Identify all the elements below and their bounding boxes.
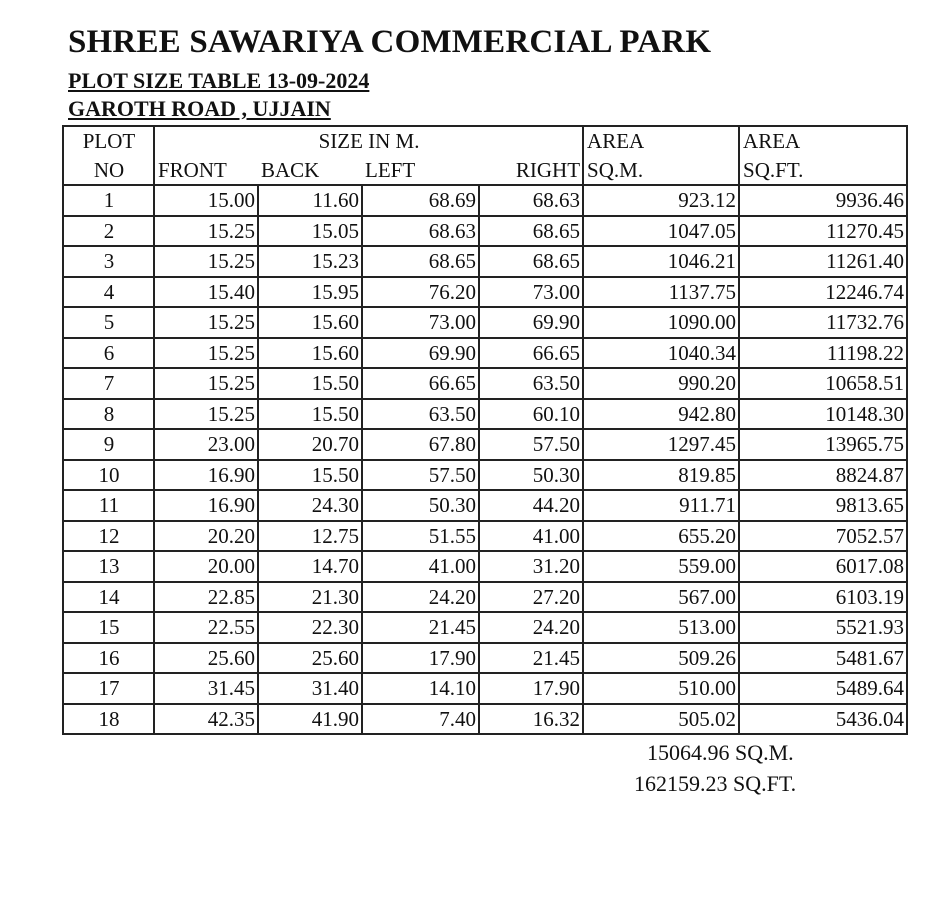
cell-right: 63.50 xyxy=(479,368,583,399)
cell-back: 21.30 xyxy=(258,582,362,613)
cell-back: 15.50 xyxy=(258,399,362,430)
cell-sqft: 9936.46 xyxy=(739,185,907,216)
cell-back: 15.95 xyxy=(258,277,362,308)
cell-sqm: 509.26 xyxy=(583,643,739,674)
cell-back: 14.70 xyxy=(258,551,362,582)
cell-right: 68.65 xyxy=(479,246,583,277)
cell-no: 15 xyxy=(63,612,154,643)
cell-sqm: 1090.00 xyxy=(583,307,739,338)
cell-left: 7.40 xyxy=(362,704,479,735)
cell-back: 20.70 xyxy=(258,429,362,460)
cell-right: 21.45 xyxy=(479,643,583,674)
cell-sqft: 11198.22 xyxy=(739,338,907,369)
cell-right: 44.20 xyxy=(479,490,583,521)
cell-left: 63.50 xyxy=(362,399,479,430)
cell-sqm: 1046.21 xyxy=(583,246,739,277)
cell-front: 25.60 xyxy=(154,643,258,674)
table-row xyxy=(63,612,907,643)
cell-right: 73.00 xyxy=(479,277,583,308)
cell-sqft: 10148.30 xyxy=(739,399,907,430)
cell-left: 67.80 xyxy=(362,429,479,460)
cell-sqft: 11732.76 xyxy=(739,307,907,338)
header-sqm: SQ.M. xyxy=(583,156,739,186)
cell-sqm: 1047.05 xyxy=(583,216,739,247)
cell-left: 24.20 xyxy=(362,582,479,613)
cell-sqm: 513.00 xyxy=(583,612,739,643)
cell-sqft: 6017.08 xyxy=(739,551,907,582)
plot-size-table xyxy=(62,125,908,735)
cell-front: 15.25 xyxy=(154,307,258,338)
header-area-sqm: AREA xyxy=(583,126,739,156)
cell-sqm: 1137.75 xyxy=(583,277,739,308)
cell-no: 7 xyxy=(63,368,154,399)
location-subtitle: GAROTH ROAD , UJJAIN xyxy=(68,96,331,121)
cell-front: 22.85 xyxy=(154,582,258,613)
cell-front: 31.45 xyxy=(154,673,258,704)
cell-sqm: 923.12 xyxy=(583,185,739,216)
table-row xyxy=(63,185,907,216)
cell-sqm: 655.20 xyxy=(583,521,739,552)
cell-left: 69.90 xyxy=(362,338,479,369)
cell-no: 16 xyxy=(63,643,154,674)
cell-no: 3 xyxy=(63,246,154,277)
cell-front: 42.35 xyxy=(154,704,258,735)
table-row xyxy=(63,551,907,582)
cell-sqft: 6103.19 xyxy=(739,582,907,613)
cell-front: 15.25 xyxy=(154,246,258,277)
table-row xyxy=(63,216,907,247)
cell-sqm: 911.71 xyxy=(583,490,739,521)
cell-no: 18 xyxy=(63,704,154,735)
header-row-1 xyxy=(63,126,907,156)
cell-back: 15.60 xyxy=(258,307,362,338)
cell-no: 2 xyxy=(63,216,154,247)
cell-sqft: 5521.93 xyxy=(739,612,907,643)
header-no: NO xyxy=(63,156,154,186)
cell-right: 17.90 xyxy=(479,673,583,704)
table-row xyxy=(63,429,907,460)
cell-front: 15.40 xyxy=(154,277,258,308)
cell-front: 20.00 xyxy=(154,551,258,582)
cell-sqm: 819.85 xyxy=(583,460,739,491)
cell-right: 60.10 xyxy=(479,399,583,430)
cell-right: 57.50 xyxy=(479,429,583,460)
table-body xyxy=(63,185,907,734)
cell-back: 22.30 xyxy=(258,612,362,643)
header-left: LEFT xyxy=(362,156,479,186)
cell-left: 57.50 xyxy=(362,460,479,491)
cell-right: 69.90 xyxy=(479,307,583,338)
cell-front: 15.25 xyxy=(154,399,258,430)
cell-sqft: 8824.87 xyxy=(739,460,907,491)
cell-right: 41.00 xyxy=(479,521,583,552)
cell-front: 23.00 xyxy=(154,429,258,460)
cell-left: 21.45 xyxy=(362,612,479,643)
cell-back: 12.75 xyxy=(258,521,362,552)
cell-no: 11 xyxy=(63,490,154,521)
table-row xyxy=(63,490,907,521)
cell-sqft: 12246.74 xyxy=(739,277,907,308)
cell-left: 50.30 xyxy=(362,490,479,521)
cell-no: 9 xyxy=(63,429,154,460)
table-subtitle: PLOT SIZE TABLE 13-09-2024 xyxy=(68,68,370,93)
cell-no: 5 xyxy=(63,307,154,338)
cell-no: 1 xyxy=(63,185,154,216)
cell-left: 73.00 xyxy=(362,307,479,338)
cell-left: 68.63 xyxy=(362,216,479,247)
table-row xyxy=(63,368,907,399)
cell-back: 15.60 xyxy=(258,338,362,369)
cell-front: 22.55 xyxy=(154,612,258,643)
cell-back: 15.50 xyxy=(258,460,362,491)
cell-right: 31.20 xyxy=(479,551,583,582)
cell-sqm: 942.80 xyxy=(583,399,739,430)
cell-back: 31.40 xyxy=(258,673,362,704)
cell-sqft: 5436.04 xyxy=(739,704,907,735)
cell-front: 20.20 xyxy=(154,521,258,552)
table-row xyxy=(63,277,907,308)
header-size-in-m: SIZE IN M. xyxy=(154,126,583,156)
cell-no: 17 xyxy=(63,673,154,704)
cell-right: 66.65 xyxy=(479,338,583,369)
cell-back: 15.23 xyxy=(258,246,362,277)
cell-back: 15.05 xyxy=(258,216,362,247)
header-right: RIGHT xyxy=(479,156,583,186)
cell-sqm: 1297.45 xyxy=(583,429,739,460)
header-back: BACK xyxy=(258,156,362,186)
cell-sqft: 13965.75 xyxy=(739,429,907,460)
header-sqft: SQ.FT. xyxy=(739,156,907,186)
cell-no: 12 xyxy=(63,521,154,552)
cell-sqft: 9813.65 xyxy=(739,490,907,521)
cell-back: 11.60 xyxy=(258,185,362,216)
cell-sqft: 5489.64 xyxy=(739,673,907,704)
table-row xyxy=(63,643,907,674)
cell-right: 50.30 xyxy=(479,460,583,491)
cell-back: 15.50 xyxy=(258,368,362,399)
cell-no: 8 xyxy=(63,399,154,430)
cell-front: 15.00 xyxy=(154,185,258,216)
cell-front: 15.25 xyxy=(154,368,258,399)
cell-sqft: 5481.67 xyxy=(739,643,907,674)
table-row xyxy=(63,338,907,369)
cell-right: 68.63 xyxy=(479,185,583,216)
header-row-2 xyxy=(63,156,907,186)
cell-front: 15.25 xyxy=(154,338,258,369)
cell-left: 68.69 xyxy=(362,185,479,216)
table-row xyxy=(63,673,907,704)
total-area-sqft: 162159.23 SQ.FT. xyxy=(634,771,797,796)
cell-no: 14 xyxy=(63,582,154,613)
cell-back: 41.90 xyxy=(258,704,362,735)
cell-right: 16.32 xyxy=(479,704,583,735)
cell-left: 14.10 xyxy=(362,673,479,704)
cell-left: 51.55 xyxy=(362,521,479,552)
table-row xyxy=(63,704,907,735)
cell-right: 68.65 xyxy=(479,216,583,247)
cell-left: 68.65 xyxy=(362,246,479,277)
total-area-sqm: 15064.96 SQ.M. xyxy=(647,740,794,765)
cell-front: 16.90 xyxy=(154,460,258,491)
cell-front: 16.90 xyxy=(154,490,258,521)
table-row xyxy=(63,307,907,338)
cell-back: 25.60 xyxy=(258,643,362,674)
cell-right: 27.20 xyxy=(479,582,583,613)
cell-left: 66.65 xyxy=(362,368,479,399)
document-title: SHREE SAWARIYA COMMERCIAL PARK xyxy=(68,24,712,60)
cell-left: 41.00 xyxy=(362,551,479,582)
header-plot: PLOT xyxy=(63,126,154,156)
cell-sqm: 1040.34 xyxy=(583,338,739,369)
cell-sqft: 11261.40 xyxy=(739,246,907,277)
table-row xyxy=(63,399,907,430)
table-row xyxy=(63,582,907,613)
cell-left: 17.90 xyxy=(362,643,479,674)
table-row xyxy=(63,460,907,491)
cell-no: 4 xyxy=(63,277,154,308)
cell-sqm: 510.00 xyxy=(583,673,739,704)
cell-back: 24.30 xyxy=(258,490,362,521)
cell-left: 76.20 xyxy=(362,277,479,308)
cell-front: 15.25 xyxy=(154,216,258,247)
table-row xyxy=(63,246,907,277)
cell-sqm: 559.00 xyxy=(583,551,739,582)
cell-sqm: 567.00 xyxy=(583,582,739,613)
header-front: FRONT xyxy=(154,156,258,186)
cell-sqft: 10658.51 xyxy=(739,368,907,399)
table-row xyxy=(63,521,907,552)
cell-no: 6 xyxy=(63,338,154,369)
cell-right: 24.20 xyxy=(479,612,583,643)
cell-sqft: 7052.57 xyxy=(739,521,907,552)
cell-sqm: 505.02 xyxy=(583,704,739,735)
cell-sqft: 11270.45 xyxy=(739,216,907,247)
cell-sqm: 990.20 xyxy=(583,368,739,399)
header-area-sqft: AREA xyxy=(739,126,907,156)
cell-no: 10 xyxy=(63,460,154,491)
cell-no: 13 xyxy=(63,551,154,582)
